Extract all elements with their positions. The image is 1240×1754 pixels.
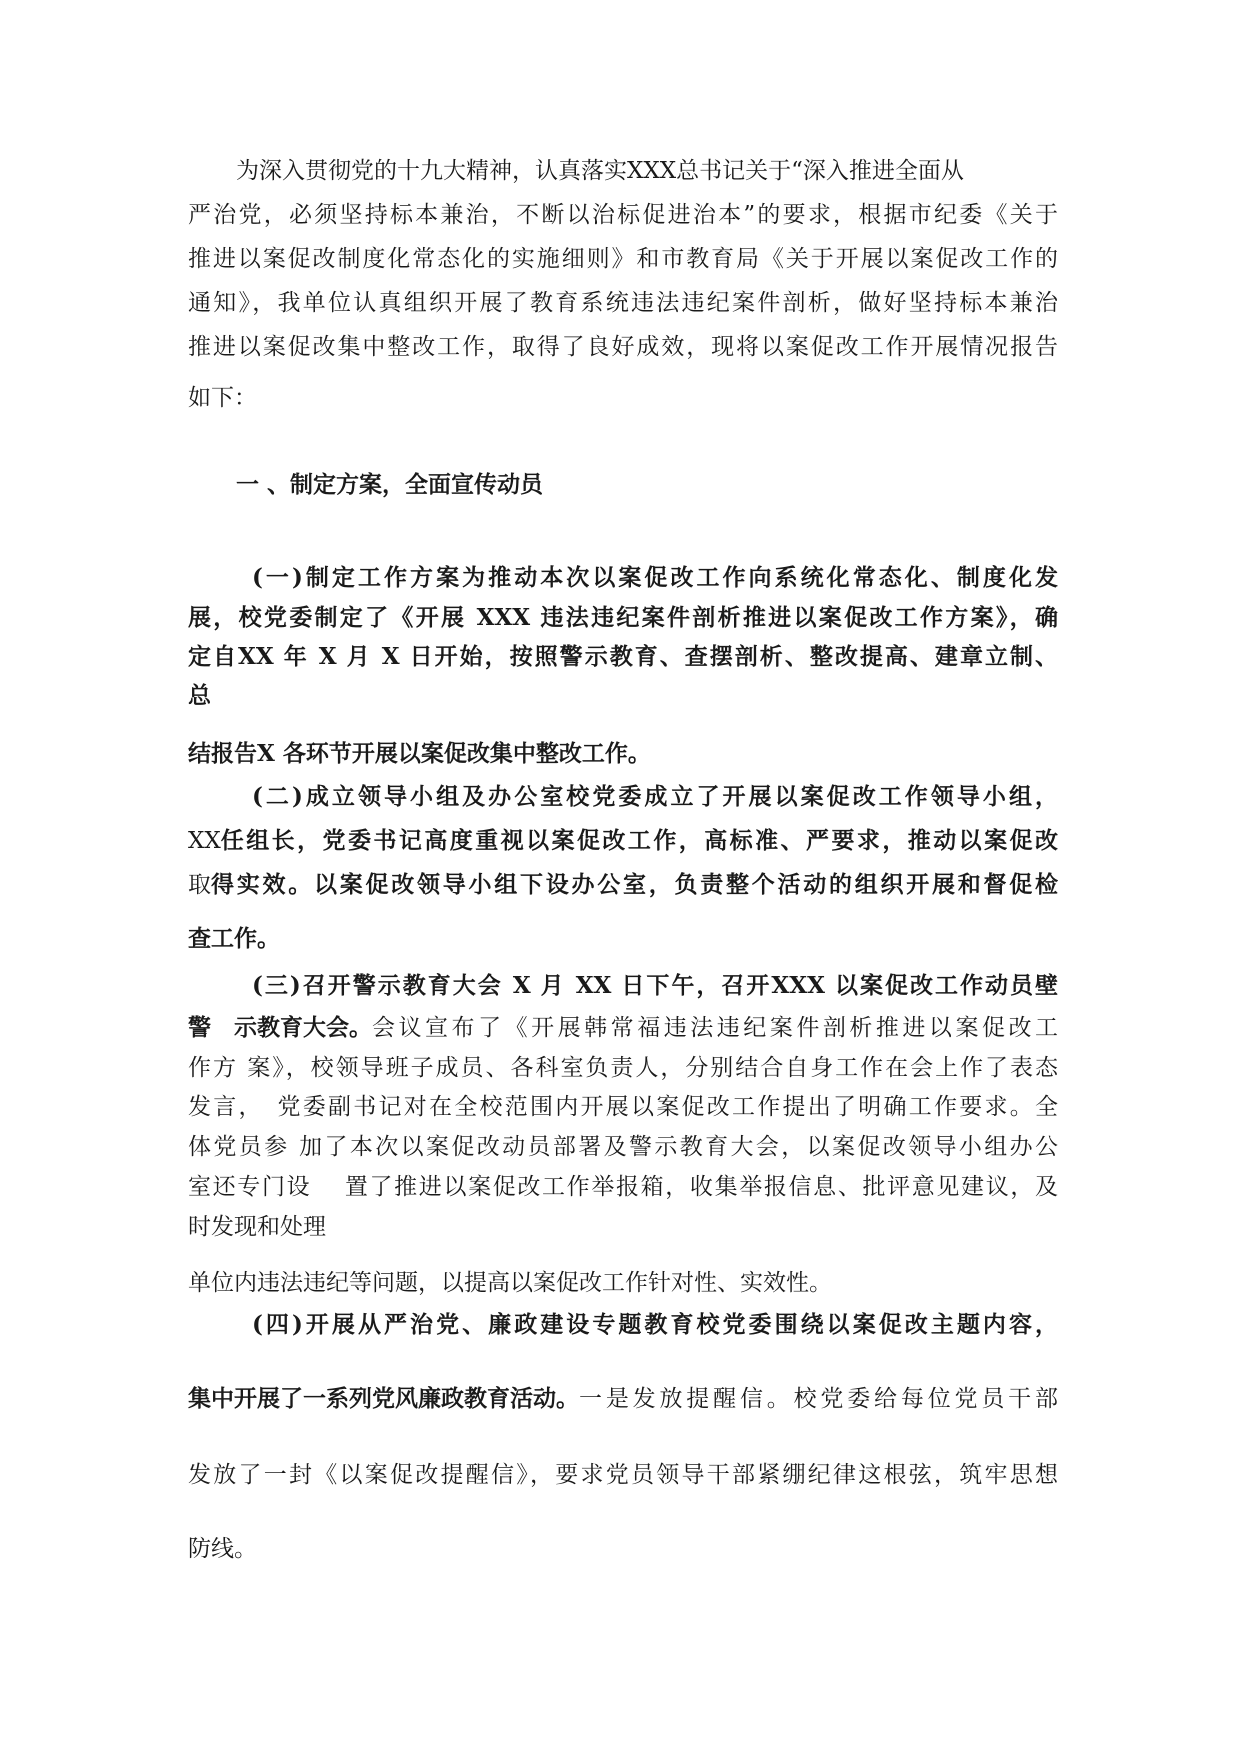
item2-line-3-lead: 取: [188, 872, 211, 898]
item1-line-1: (一)制定工作方案为推动本次以案促改工作向系统化常态化、制度化发: [252, 564, 1058, 591]
item2-line-2: [188, 826, 1058, 856]
item3-line-4: 发言， 党委副书记对在全校范围内开展以案促改工作提出了明确工作要求。全: [188, 1094, 1058, 1120]
section-heading-1: 一 、制定方案，全面宣传动员: [236, 471, 544, 498]
intro-line-2: 严治党，必须坚持标本兼治，不断以治标促进治本”的要求，根据市纪委《关于: [188, 202, 1058, 228]
item2-line-1: (二)成立领导小组及办公室校党委成立了开展以案促改工作领导小组，: [252, 783, 1058, 810]
item3-line-3: 作方 案》，校领导班子成员、各科室负责人，分别结合自身工作在会上作了表态: [188, 1055, 1058, 1081]
item3-line-2-rest: 会议宣布了《开展韩常福违法违纪案件剖析推进以案促改工: [372, 1015, 1058, 1041]
item3-line-6: 室还专门设 置了推进以案促改工作举报箱，收集举报信息、批评意见建议，及: [188, 1174, 1058, 1200]
item1-line-5: 结报告X 各环节开展以案促改集中整改工作。: [188, 740, 651, 767]
item3-line-7: 时发现和处理: [188, 1214, 326, 1240]
item4-line-1: (四)开展从严治党、廉政建设专题教育校党委围绕以案促改主题内容，: [252, 1311, 1058, 1338]
item4-line-4: 防线。: [188, 1536, 257, 1562]
item3-line-1: (三)召开警示教育大会 X 月 XX 日下午，召开XXX 以案促改工作动员壁: [252, 972, 1058, 999]
item3-line-2: [188, 1013, 1058, 1043]
item2-line-3: [188, 870, 1058, 900]
item2-line-2-rest: 任组长，党委书记高度重视以案促改工作，高标准、严要求，推动以案促改: [220, 827, 1058, 854]
item2-line-3-rest: 得实效。以案促改领导小组下设办公室，负责整个活动的组织开展和督促检: [211, 871, 1058, 898]
item4-line-2-rest: 一是发放提醒信。校党委给每位党员干部: [579, 1386, 1058, 1412]
intro-line-4: 通知》，我单位认真组织开展了教育系统违法违纪案件剖析，做好坚持标本兼治: [188, 290, 1058, 316]
item3-line-2-lead: 警 示教育大会。: [188, 1014, 372, 1041]
item2-line-4: 查工作。: [188, 925, 280, 952]
item1-line-3: 定自XX 年 X 月 X 日开始，按照警示教育、查摆剖析、整改提高、建章立制、: [188, 643, 1058, 670]
item4-line-3: 发放了一封《以案促改提醒信》，要求党员领导干部紧绷纪律这根弦，筑牢思想: [188, 1462, 1058, 1488]
intro-line-3: 推进以案促改制度化常态化的实施细则》和市教育局《关于开展以案促改工作的: [188, 246, 1058, 272]
item1-line-4: 总: [188, 682, 211, 709]
intro-line-6: 如下：: [188, 385, 257, 411]
item1-line-2: 展，校党委制定了《开展 XXX 违法违纪案件剖析推进以案促改工作方案》，确: [188, 604, 1058, 631]
item2-line-2-lead: XX: [188, 828, 221, 854]
intro-line-5: 推进以案促改集中整改工作，取得了良好成效，现将以案促改工作开展情况报告: [188, 334, 1058, 360]
intro-line-1: 为深入贯彻党的十九大精神，认真落实XXX总书记关于“深入推进全面从: [236, 158, 964, 184]
item3-line-8: 单位内违法违纪等问题，以提高以案促改工作针对性、实效性。: [188, 1270, 832, 1296]
item4-line-2: [188, 1384, 1058, 1414]
item3-line-5: 体党员参 加了本次以案促改动员部署及警示教育大会，以案促改领导小组办公: [188, 1134, 1058, 1160]
item4-line-2-lead: 集中开展了一系列党风廉政教育活动。: [188, 1385, 579, 1412]
